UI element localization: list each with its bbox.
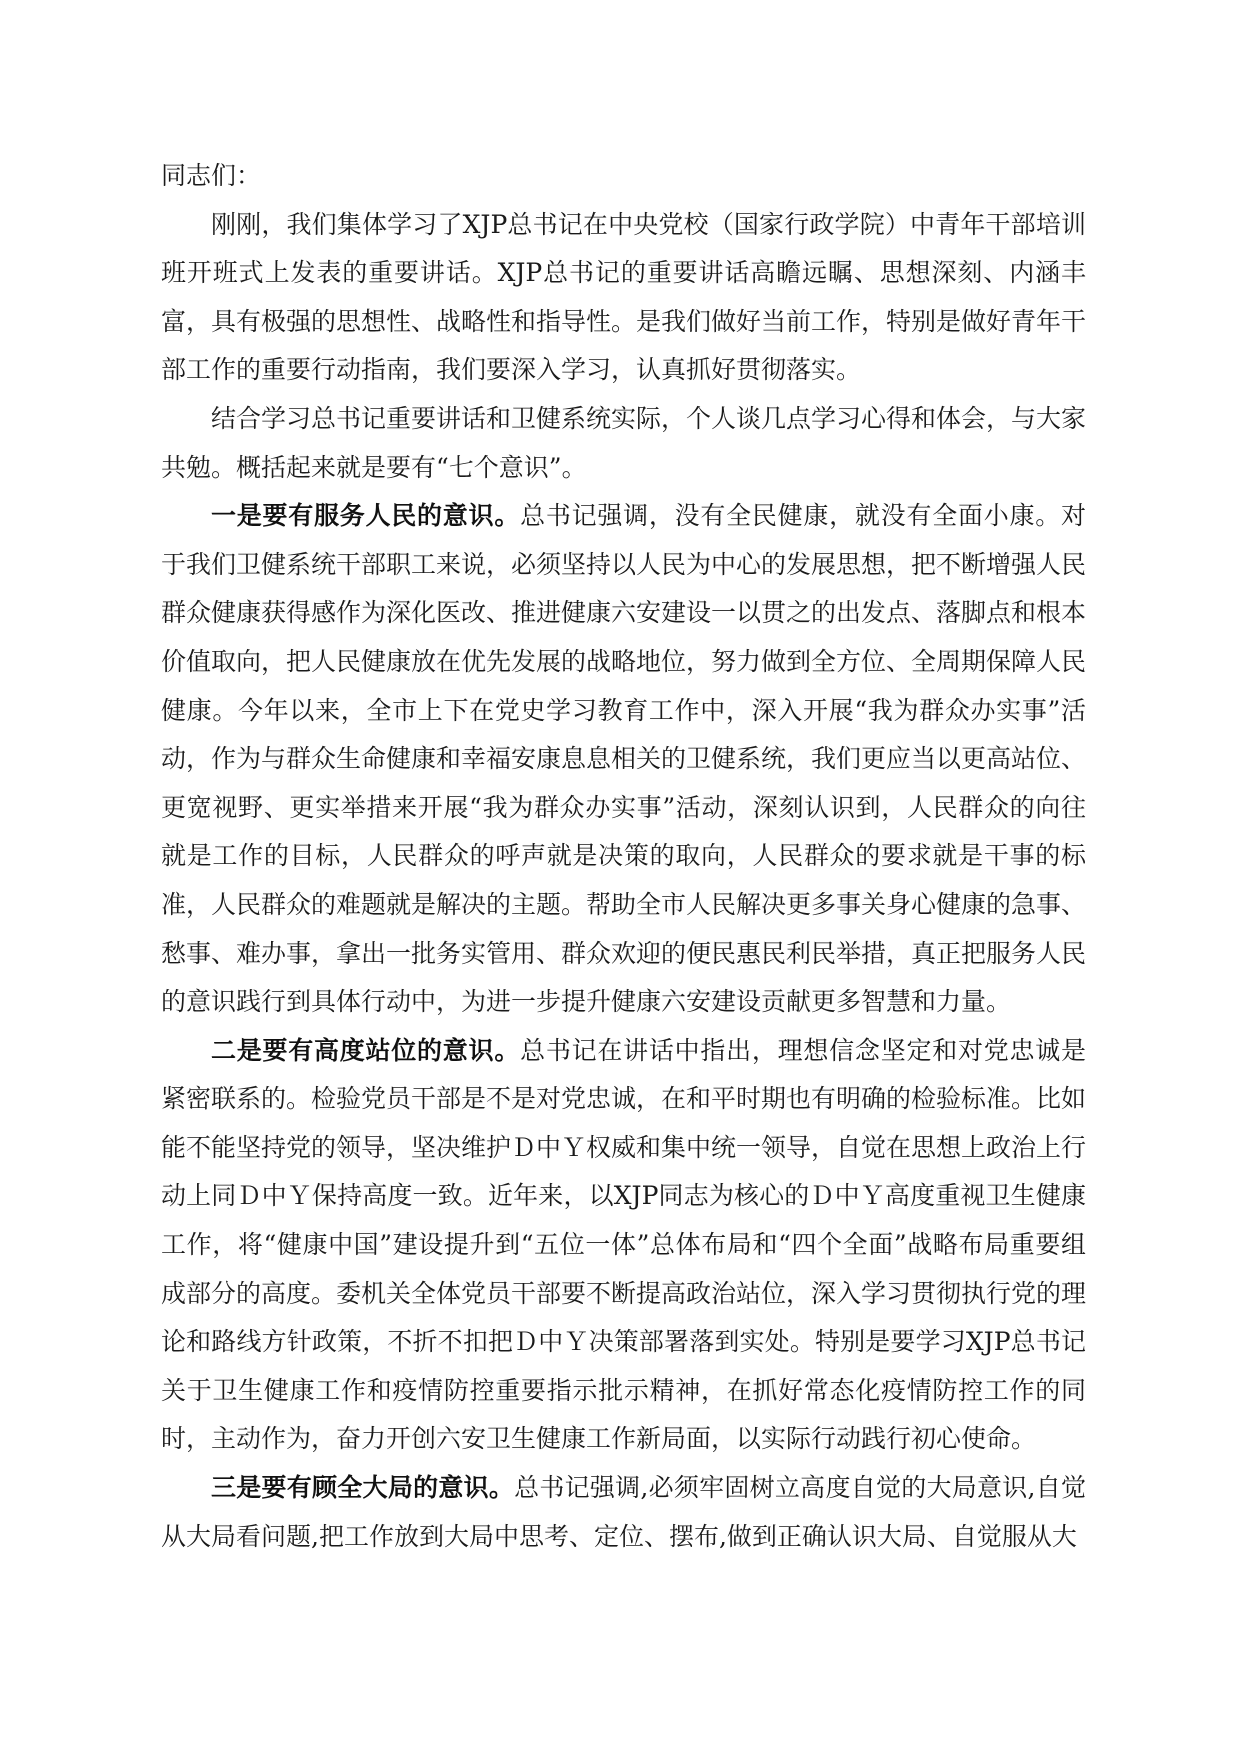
document-body bbox=[161, 152, 1086, 1561]
paragraph-summary bbox=[161, 395, 1086, 492]
paragraph-lead: 一是要有服务人民的意识。 bbox=[211, 501, 521, 531]
paragraph-text: 总书记强调,必须牢固树立高度自觉的大局意识,自觉从大局看问题,把工作放到大局中思考、定位、摆布,做到正确认识大局、自觉服从大 bbox=[161, 1473, 1086, 1551]
paragraph-lead: 二是要有高度站位的意识。 bbox=[211, 1035, 521, 1065]
paragraph-text: 刚刚，我们集体学习了XJP总书记在中央党校（国家行政学院）中青年干部培训班开班式上发表的重要讲话。XJP总书记的重要讲话高瞻远瞩、思想深刻、内涵丰富，具有极强的思想性、战略性和指导性。是我们做好当前工作，特别是做好青年干部工作的重要行动指南，我们要深入学习，认真抓好贯彻落实。 bbox=[161, 209, 1087, 385]
paragraph-text: 结合学习总书记重要讲话和卫健系统实际，个人谈几点学习心得和体会，与大家共勉。概括起来就是要有“七个意识”。 bbox=[161, 403, 1087, 482]
paragraph-point-one bbox=[161, 492, 1086, 1027]
paragraph-intro bbox=[161, 201, 1086, 395]
paragraph-point-three bbox=[161, 1464, 1086, 1561]
paragraph-point-two bbox=[161, 1027, 1086, 1464]
salutation: 同志们： bbox=[161, 161, 262, 190]
paragraph-text: 总书记强调，没有全民健康，就没有全面小康。对于我们卫健系统干部职工来说，必须坚持以人民为中心的发展思想，把不断增强人民群众健康获得感作为深化医改、推进健康六安建设一以贯之的出发点、落脚点和根本价值取向，把人民健康放在优先发展的战略地位，努力做到全方位、全周期保障人民健康。今年以来，全市上下在党史学习教育工作中，深入开展“我为群众办实事”活动，作为与群众生命健康和幸福安康息息相关的卫健系统，我们更应当以更高站位、更宽视野、更实举措来开展“我为群众办实事”活动，深刻认识到，人民群众的向往就是工作的目标，人民群众的呼声就是决策的取向，人民群众的要求就是干事的标准，人民群众的难题就是解决的主题。帮助全市人民解决更多事关身心健康的急事、愁事、难办事，拿出一批务实管用、群众欢迎的便民惠民利民举措，真正把服务人民的意识践行到具体行动中，为进一步提升健康六安建设贡献更多智慧和力量。 bbox=[161, 501, 1087, 1017]
paragraph-text: 总书记在讲话中指出，理想信念坚定和对党忠诚是紧密联系的。检验党员干部是不是对党忠诚，在和平时期也有明确的检验标准。比如能不能坚持党的领导，坚决维护Ｄ中Ｙ权威和集中统一领导，自觉在思想上政治上行动上同Ｄ中Ｙ保持高度一致。近年来，以XJP同志为核心的Ｄ中Ｙ高度重视卫生健康工作，将“健康中国”建设提升到“五位一体”总体布局和“四个全面”战略布局重要组成部分的高度。委机关全体党员干部要不断提高政治站位，深入学习贯彻执行党的理论和路线方针政策，不折不扣把Ｄ中Ｙ决策部署落到实处。特别是要学习XJP总书记关于卫生健康工作和疫情防控重要指示批示精神，在抓好常态化疫情防控工作的同时，主动作为，奋力开创六安卫生健康工作新局面，以实际行动践行初心使命。 bbox=[161, 1035, 1087, 1454]
paragraph-lead: 三是要有顾全大局的意识。 bbox=[211, 1473, 515, 1503]
